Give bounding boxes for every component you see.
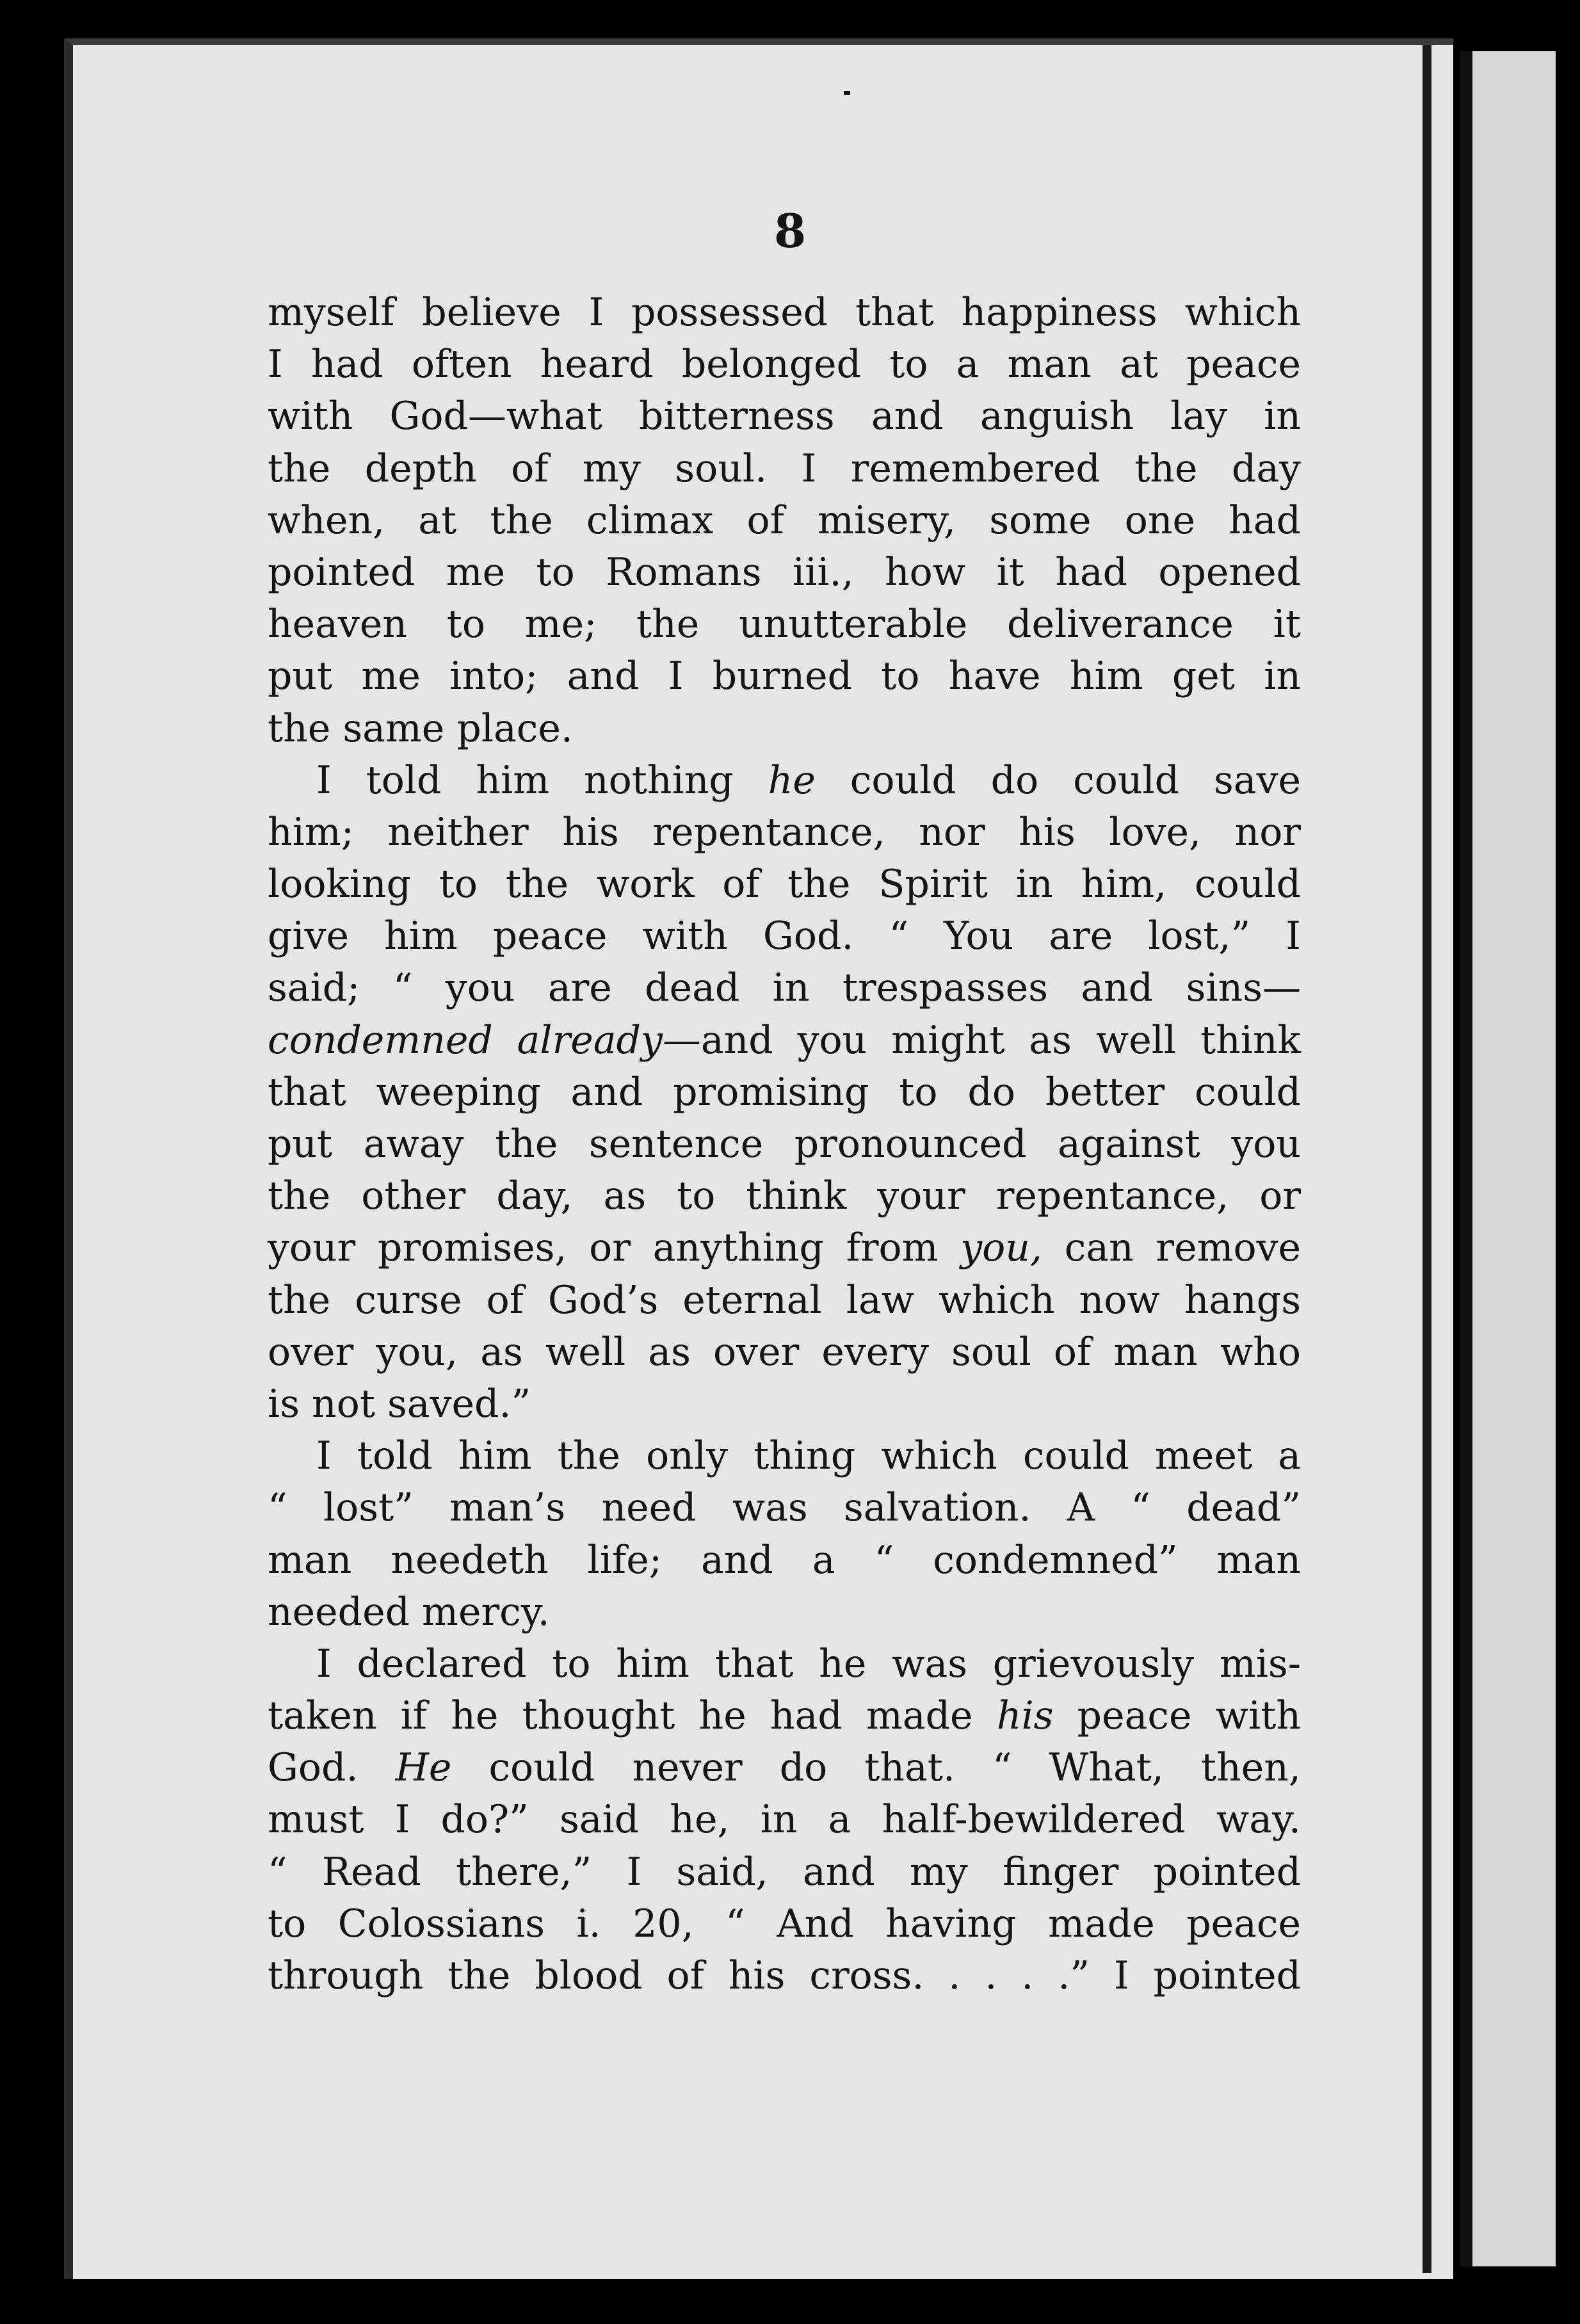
scan-speck — [844, 91, 850, 95]
text-line: “ lost” man’s need was salvation. A “ dead” — [268, 1485, 1301, 1531]
text-segment: I told him nothing — [316, 757, 734, 803]
text-line: man needeth life; and a “ condemned” man — [268, 1537, 1301, 1583]
text-line — [268, 1222, 1301, 1274]
page-number: 8 — [773, 204, 807, 258]
text-line: with God—what bitterness and anguish lay in — [268, 394, 1301, 439]
text-line: “ Read there,” I said, and my finger pointed — [268, 1849, 1301, 1894]
text-segment: could do could save — [850, 757, 1301, 803]
text-line: him; neither his repentance, nor his love, nor — [268, 809, 1301, 855]
text-line: through the blood of his cross. . . . .” I pointed — [268, 1953, 1301, 1998]
text-line: needed mercy. — [268, 1589, 550, 1634]
body-text — [268, 287, 1301, 2002]
text-segment: could never do that. “ What, then, — [488, 1745, 1301, 1791]
italic-emphasis: He — [395, 1745, 452, 1791]
text-line: that weeping and promising to do better could — [268, 1069, 1301, 1115]
text-line: put away the sentence pronounced against you — [268, 1122, 1301, 1166]
italic-emphasis: his — [996, 1693, 1054, 1739]
text-line: I told him the only thing which could meet a — [316, 1433, 1301, 1479]
text-line: I had often heard belonged to a man at peace — [268, 342, 1301, 387]
text-segment: taken if he thought he had made — [268, 1693, 973, 1739]
text-line — [268, 755, 1301, 807]
text-line: looking to the work of the Spirit in him, could — [268, 862, 1301, 907]
italic-emphasis: you, — [960, 1225, 1042, 1271]
text-line — [268, 1015, 1301, 1067]
text-line — [268, 1742, 1301, 1794]
adjacent-page-strip — [1472, 51, 1556, 2266]
text-line: put me into; and I burned to have him get in — [268, 654, 1301, 699]
text-line: the other day, as to think your repentance, or — [268, 1174, 1301, 1219]
text-line: said; “ you are dead in trespasses and sins— — [268, 965, 1301, 1011]
text-segment: your promises, or anything from — [268, 1225, 939, 1271]
text-line: pointed me to Romans iii., how it had opened — [268, 549, 1301, 595]
text-line: over you, as well as over every soul of man who — [268, 1329, 1301, 1375]
text-line: the depth of my soul. I remembered the day — [268, 446, 1301, 491]
text-line: the same place. — [268, 706, 573, 751]
italic-emphasis: condemned already — [268, 1017, 663, 1063]
page-edge-shadow — [1423, 45, 1431, 2273]
text-line: give him peace with God. “ You are lost,” I — [268, 914, 1301, 959]
italic-emphasis: he — [768, 757, 816, 803]
text-segment: —and you might as well think — [662, 1017, 1301, 1063]
text-segment: God. — [268, 1745, 359, 1791]
text-line: the curse of God’s eternal law which now hangs — [268, 1277, 1301, 1323]
text-line: myself believe I possessed that happiness which — [268, 290, 1301, 335]
text-line: must I do?” said he, in a half-bewildered way. — [268, 1797, 1301, 1843]
text-line: to Colossians i. 20, “ And having made peace — [268, 1901, 1301, 1946]
text-line: is not saved.” — [268, 1381, 531, 1426]
text-segment: peace with — [1077, 1693, 1302, 1739]
text-line: I declared to him that he was grievously mis- — [316, 1641, 1301, 1686]
text-line: when, at the climax of misery, some one had — [268, 497, 1301, 543]
text-line: heaven to me; the unutterable deliverance it — [268, 602, 1301, 647]
text-segment: can remove — [1064, 1225, 1302, 1271]
text-line — [268, 1690, 1301, 1742]
